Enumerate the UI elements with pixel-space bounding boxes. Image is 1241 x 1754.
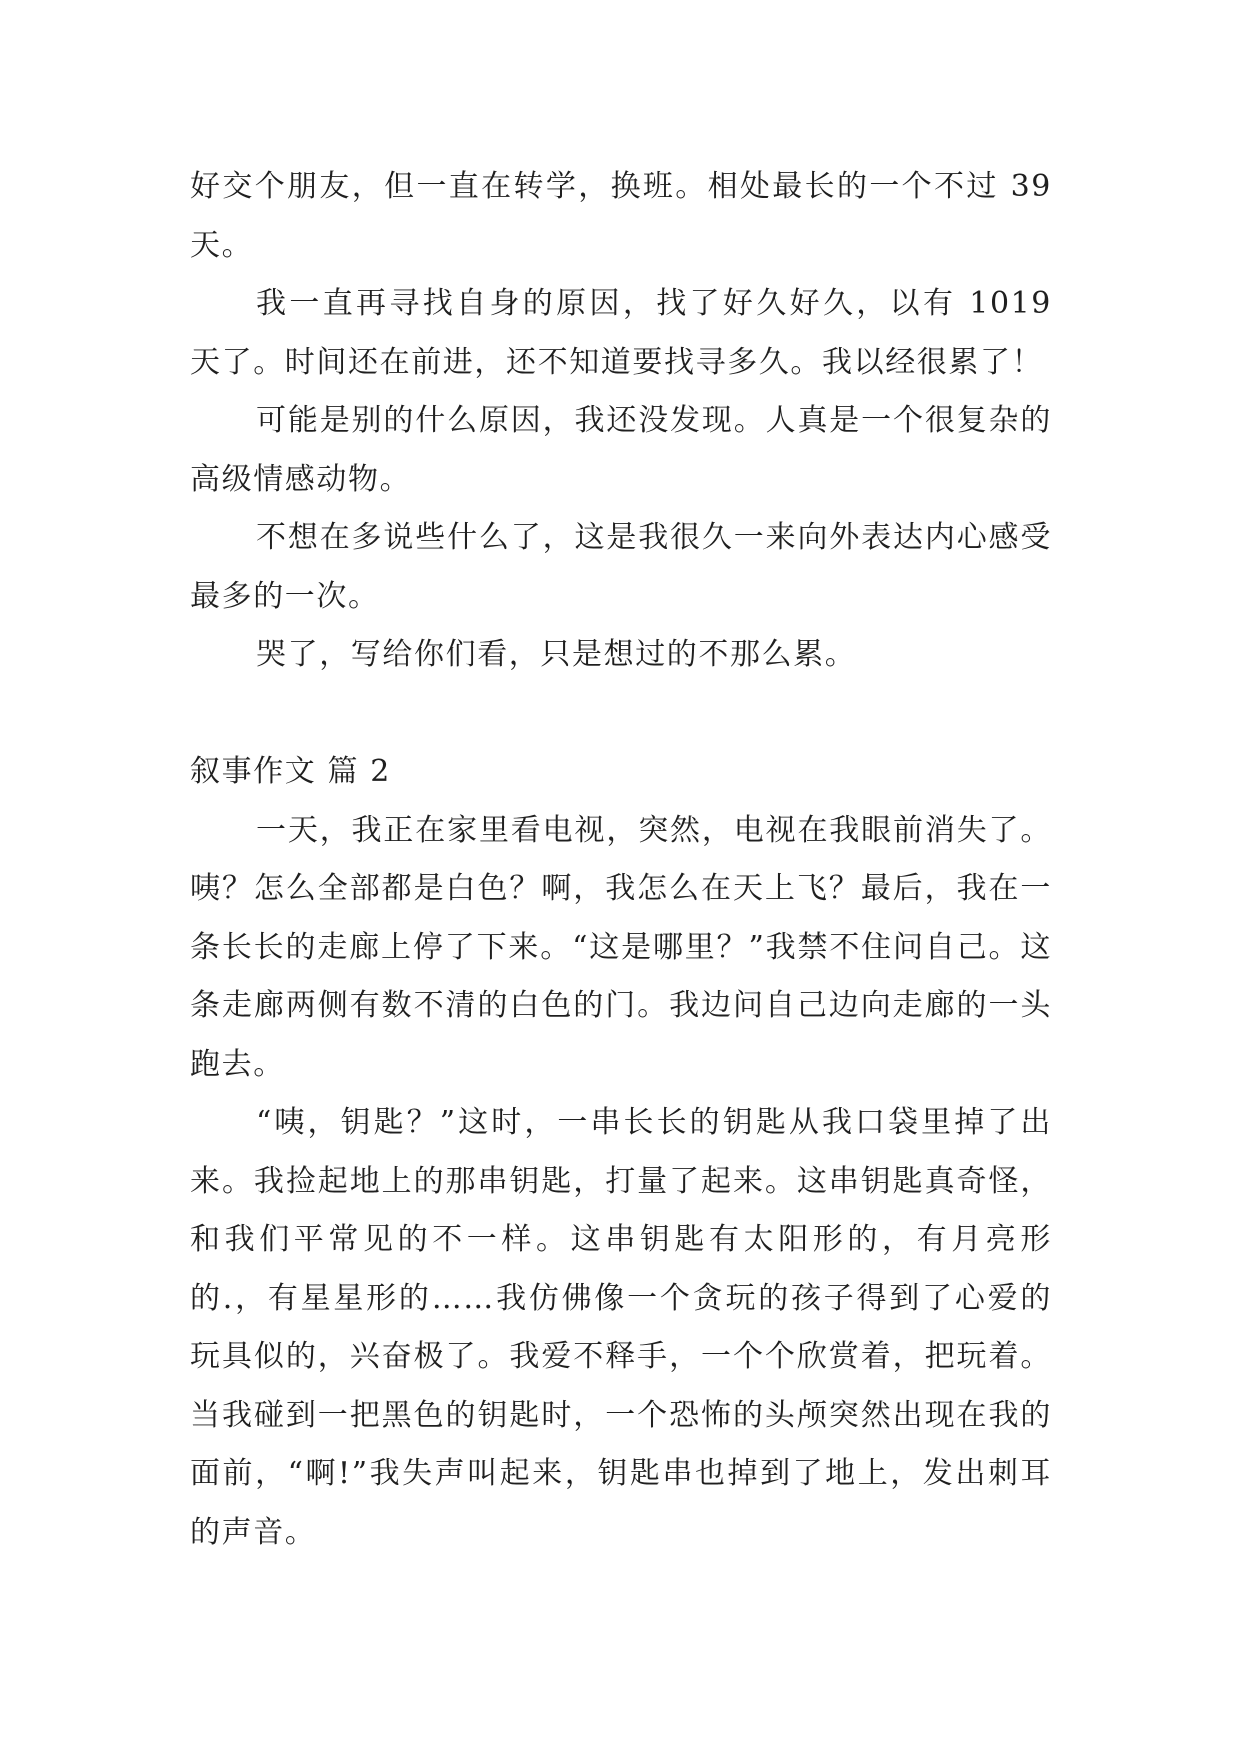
paragraph: “咦，钥匙？”这时，一串长长的钥匙从我口袋里掉了出来。我捡起地上的那串钥匙，打量了起来。这串钥匙真奇怪，和我们平常见的不一样。这串钥匙有太阳形的，有月亮形的.，有星星形的……我仿佛像一个贪玩的孩子得到了心爱的玩具似的，兴奋极了。我爱不释手，一个个欣赏着，把玩着。当我碰到一把黑色的钥匙时，一个恐怖的头颅突然出现在我的面前，“啊!”我失声叫起来，钥匙串也掉到了地上，发出刺耳的声音。 — [190, 1105, 1052, 1550]
paragraph: 不想在多说些什么了，这是我很久一来向外表达内心感受最多的一次。 — [190, 520, 1052, 614]
paragraph: 哭了，写给你们看，只是想过的不那么累。 — [256, 637, 857, 672]
paragraph: 可能是别的什么原因，我还没发现。人真是一个很复杂的高级情感动物。 — [190, 403, 1052, 497]
paragraph: 我一直再寻找自身的原因，找了好久好久，以有 1019 天了。时间还在前进，还不知道要找寻多久。我以经很累了！ — [190, 286, 1052, 380]
paragraph: 一天，我正在家里看电视，突然，电视在我眼前消失了。咦？怎么全部都是白色？啊，我怎么在天上飞？最后，我在一条长长的走廊上停了下来。“这是哪里？”我禁不住问自己。这条走廊两侧有数不清的白色的门。我边问自己边向走廊的一头跑去。 — [190, 812, 1052, 1082]
section-heading: 叙事作文 篇 2 — [190, 754, 391, 789]
paragraph-continued: 好交个朋友，但一直在转学，换班。相处最长的一个不过 39 天。 — [190, 169, 1052, 263]
document-body — [190, 158, 1052, 1562]
section-spacer — [190, 685, 1052, 744]
